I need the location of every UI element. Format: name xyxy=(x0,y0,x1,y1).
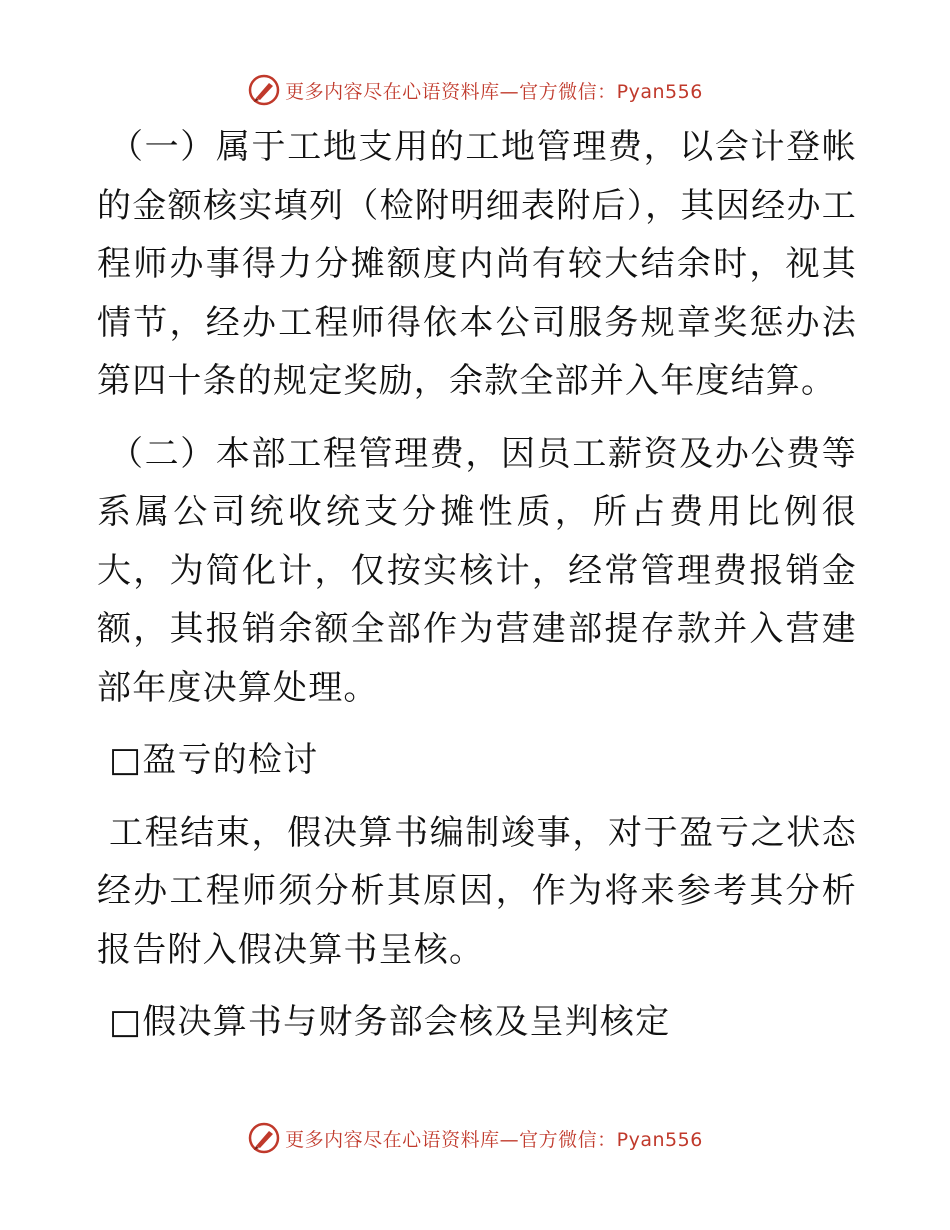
footer-banner xyxy=(0,1118,950,1158)
paragraph-1: （一）属于工地支用的工地管理费，以会计登帐的金额核实填列（检附明细表附后），其因经办工程师办事得力分摊额度内尚有较大结余时，视其情节，经办工程师得依本公司服务规章奖惩办法第四十条的规定奖励，余款全部并入年度结算。 xyxy=(97,127,857,401)
paragraph-3: 工程结束，假决算书编制竣事，对于盈亏之状态经办工程师须分析其原因，作为将来参考其分析报告附入假决算书呈核。 xyxy=(97,812,857,970)
document-body xyxy=(97,118,857,1066)
footer-banner-text: 更多内容尽在心语资料库—官方微信：Pyan556 xyxy=(285,1128,703,1151)
section-heading-profit-loss: □盈亏的检讨 xyxy=(109,740,319,780)
pen-logo-icon xyxy=(247,1121,281,1155)
paragraph-2: （二）本部工程管理费，因员工薪资及办公费等系属公司统收统支分摊性质，所占费用比例很大，为简化计，仅按实核计，经常管理费报销金额，其报销余额全部作为营建部提存款并入营建部年度决算处理。 xyxy=(97,433,857,708)
section-heading-settlement: □假决算书与财务部会核及呈判核定 xyxy=(109,1002,671,1042)
pen-logo-icon xyxy=(247,73,281,107)
header-banner xyxy=(0,70,950,110)
header-banner-text: 更多内容尽在心语资料库—官方微信：Pyan556 xyxy=(285,80,703,103)
